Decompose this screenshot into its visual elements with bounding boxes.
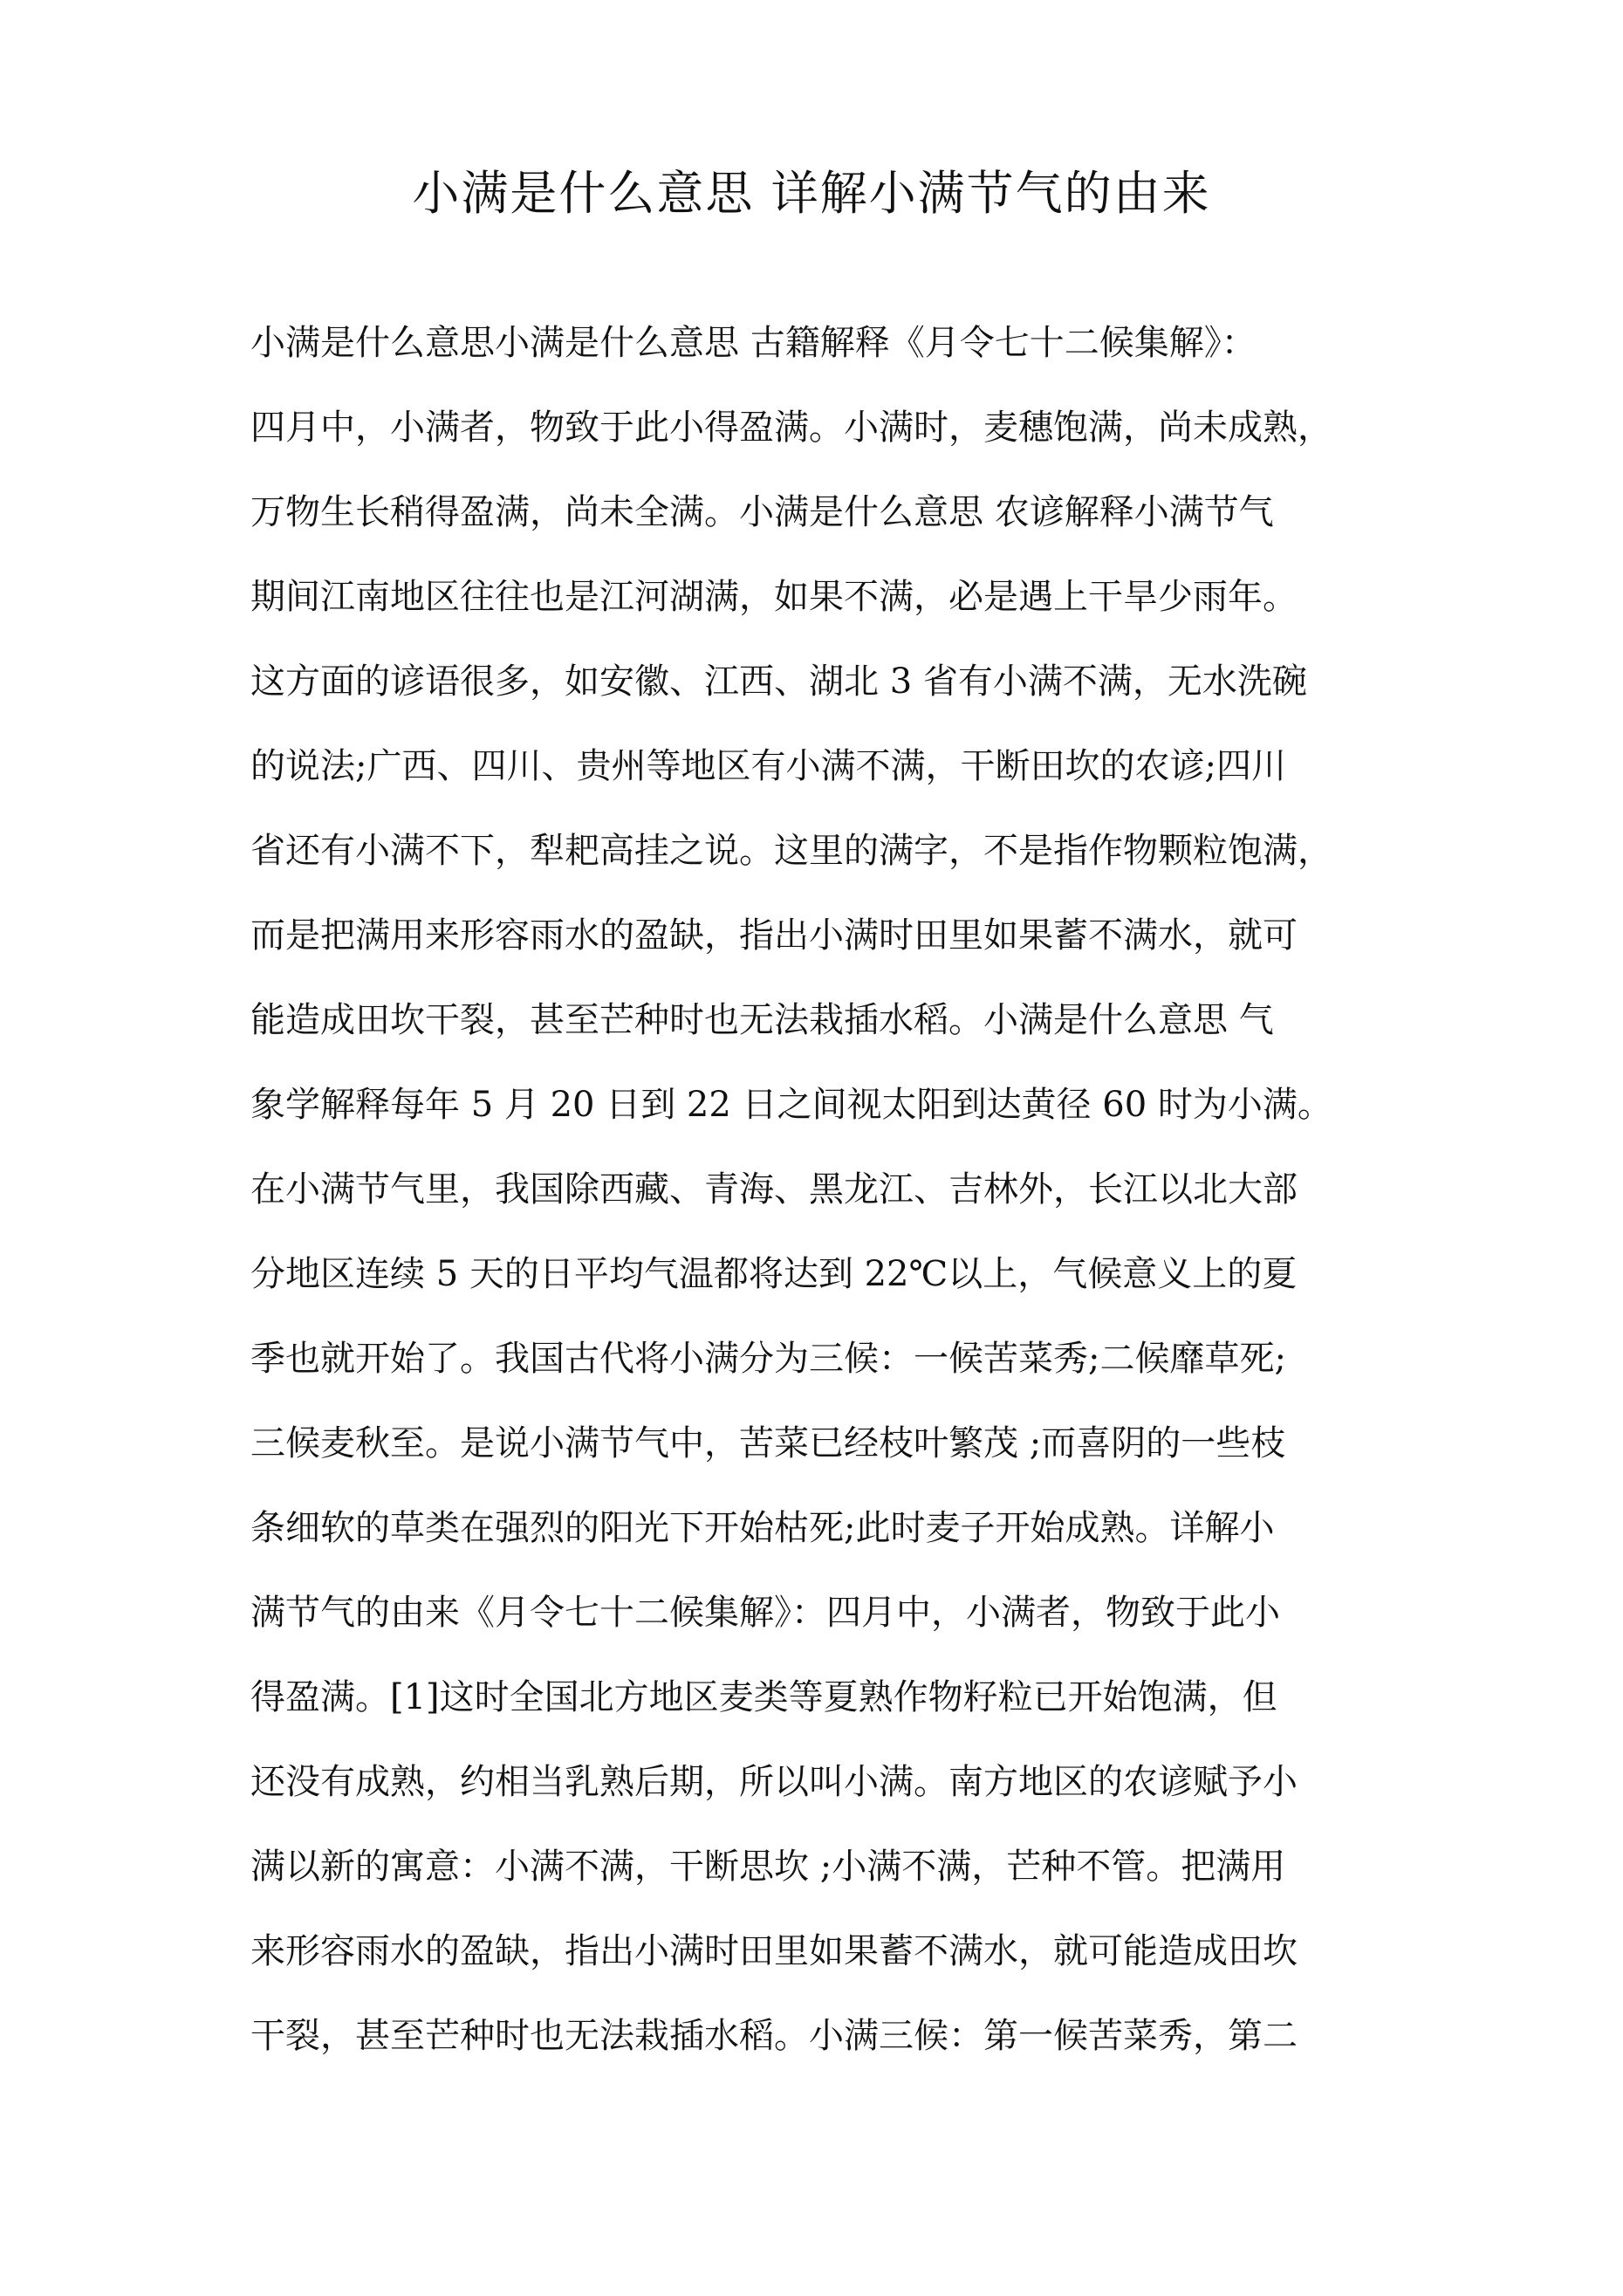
body-line: 条细软的草类在强烈的阳光下开始枯死;此时麦子开始成熟。详解小: [250, 1508, 1275, 1548]
body-line: 季也就开始了。我国古代将小满分为三候：一候苦菜秀;二候靡草死;: [250, 1339, 1286, 1379]
body-line: 来形容雨水的盈缺，指出小满时田里如果蓄不满水，就可能造成田坎: [250, 1931, 1298, 1971]
body-line: 小满是什么意思小满是什么意思 古籍解释《月令七十二候集解》：: [250, 323, 1257, 363]
body-line: 象学解释每年 5 月 20 日到 22 日之间视太阳到达黄径 60 时为小满。: [250, 1085, 1332, 1125]
body-line: 期间江南地区往往也是江河湖满，如果不满，必是遇上干旱少雨年。: [250, 577, 1298, 617]
body-line: 干裂，甚至芒种时也无法栽插水稻。小满三候：第一候苦菜秀，第二: [250, 2016, 1298, 2056]
body-line: 能造成田坎干裂，甚至芒种时也无法栽插水稻。小满是什么意思 气: [250, 1000, 1274, 1040]
body-line: 在小满节气里，我国除西藏、青海、黑龙江、吉林外，长江以北大部: [250, 1169, 1298, 1210]
body-line: 的说法;广西、四川、贵州等地区有小满不满，干断田坎的农谚;四川: [250, 746, 1286, 786]
body-line: 满以新的寓意：小满不满，干断思坎 ;小满不满，芒种不管。把满用: [250, 1847, 1286, 1887]
body-line: 还没有成熟，约相当乳熟后期，所以叫小满。南方地区的农谚赋予小: [250, 1762, 1298, 1802]
body-line: 这方面的谚语很多，如安徽、江西、湖北 3 省有小满不满，无水洗碗: [250, 661, 1307, 702]
body-line: 三候麦秋至。是说小满节气中，苦菜已经枝叶繁茂 ;而喜阴的一些枝: [250, 1423, 1286, 1463]
body-line: 得盈满。[1]这时全国北方地区麦类等夏熟作物籽粒已开始饱满，但: [250, 1677, 1277, 1717]
body-line: 而是把满用来形容雨水的盈缺，指出小满时田里如果蓄不满水，就可: [250, 915, 1298, 956]
document-title: 小满是什么意思 详解小满节气的由来: [412, 166, 1211, 221]
body-line: 省还有小满不下，犁耙高挂之说。这里的满字，不是指作物颗粒饱满，: [250, 831, 1332, 871]
body-line: 四月中，小满者，物致于此小得盈满。小满时，麦穗饱满，尚未成熟，: [250, 408, 1332, 448]
body-line: 万物生长稍得盈满，尚未全满。小满是什么意思 农谚解释小满节气: [250, 492, 1274, 532]
body-line: 满节气的由来《月令七十二候集解》：四月中，小满者，物致于此小: [250, 1593, 1280, 1633]
document-body: [250, 301, 1385, 2079]
body-line: 分地区连续 5 天的日平均气温都将达到 22℃以上，气候意义上的夏: [250, 1254, 1298, 1294]
